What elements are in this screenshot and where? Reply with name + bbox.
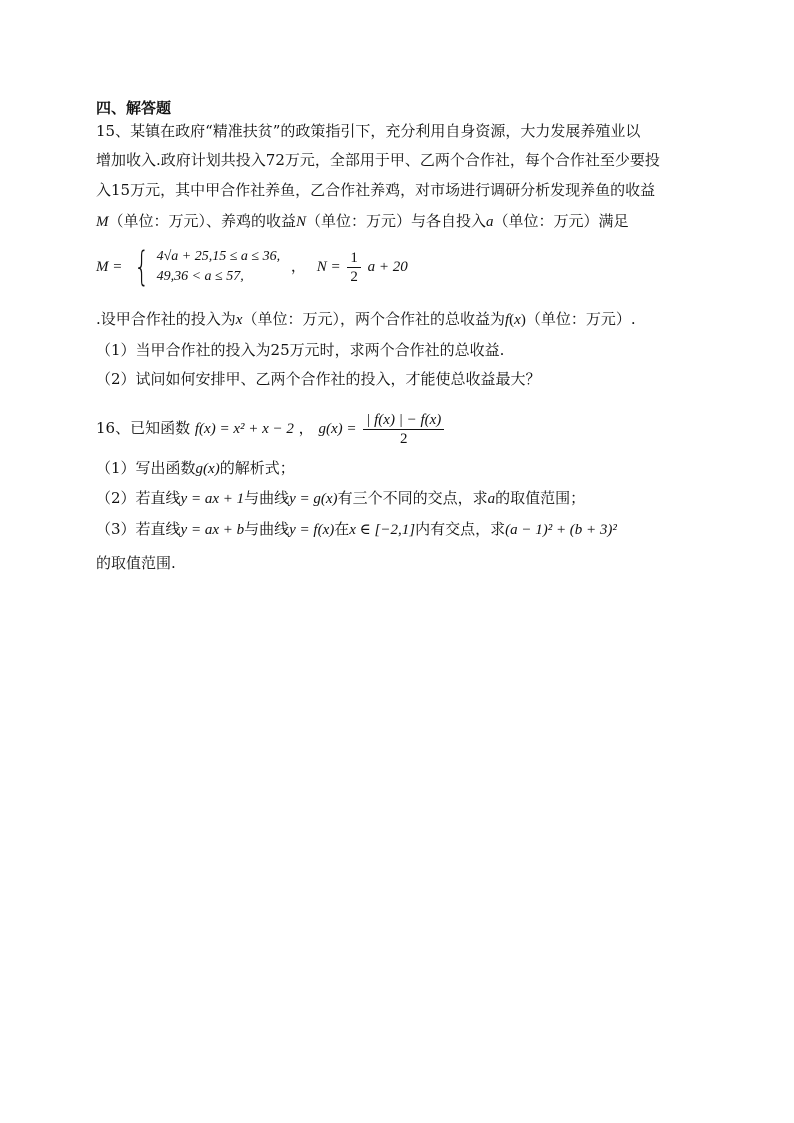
q15-line-1: 15、某镇在政府“精准扶贫”的政策指引下，充分利用自身资源，大力发展养殖业以: [96, 122, 641, 140]
target-expr: (a − 1)² + (b + 3)²: [505, 522, 617, 538]
q16-sub-1b: 的解析式；: [219, 459, 295, 477]
q16-last-line: 的取值范围.: [96, 554, 176, 572]
q16-sub-2a: （2）若直线: [96, 489, 181, 507]
q15-sub-2: （2）试问如何安排甲、乙两个合作社的投入，才能使总收益最大？: [96, 370, 541, 388]
q15-line-2: 增加收入.政府计划共投入72万元，全部用于甲、乙两个合作社，每个合作社至少要投: [96, 151, 660, 169]
q15-line-4-text: （单位：万元）、养鸡的收益: [108, 212, 297, 230]
fraction-half: $\frac{1}{2}$: [347, 249, 361, 286]
case-1: 4√a + 25,15 ≤ a ≤ 36,: [156, 249, 281, 264]
q15-line-4: [96, 209, 629, 234]
q15-line-6c: （单位：万元）.: [525, 310, 636, 328]
func-fx-close: ): [520, 312, 526, 328]
formula-M-label: M =: [96, 259, 123, 275]
domain-expr: x ∈ [−2,1]: [349, 522, 416, 538]
q16-sub-2d: 的取值范围；: [495, 489, 586, 507]
q15-line-6: [96, 307, 636, 332]
q16-sub-3c: 在: [334, 520, 350, 538]
q16-sub-3d: 内有交点，求: [415, 520, 506, 538]
var-a-2: a: [487, 491, 496, 507]
left-brace-icon: {: [134, 244, 150, 290]
q16-sub-3: [96, 517, 617, 542]
curve-eq-g: y = g(x): [289, 491, 338, 507]
q16-sub-2b: 与曲线: [244, 489, 290, 507]
case-2: 49,36 < a ≤ 57,: [156, 269, 244, 284]
piecewise-brace: [127, 244, 281, 290]
formula-N-label: N =: [316, 259, 341, 275]
q15-sub-1: （1）当甲合作社的投入为25万元时，求两个合作社的总收益.: [96, 341, 505, 359]
q16-sep: ，: [298, 419, 314, 437]
func-fx: f: [504, 312, 510, 328]
f-definition: f(x) = x² + x − 2: [194, 421, 294, 437]
line-eq-2: y = ax + b: [180, 522, 245, 538]
formula-sep: ，: [290, 257, 306, 275]
var-x: x: [235, 312, 243, 328]
q16-sub-2: [96, 486, 585, 511]
section-heading: 四、解答题: [96, 99, 172, 117]
curve-eq-f: y = f(x): [289, 522, 335, 538]
func-fx-arg: (: [509, 312, 515, 328]
line-eq-1: y = ax + 1: [180, 491, 245, 507]
g-numerator: | f(x) | − f(x): [363, 411, 444, 430]
formula-N-tail: a + 20: [367, 259, 408, 275]
q15-formula-line: [96, 244, 408, 289]
func-fx-var: x: [514, 312, 521, 328]
g-label: g(x) =: [318, 421, 357, 437]
q16-sub-3b: 与曲线: [244, 520, 290, 538]
var-a: a: [486, 214, 494, 230]
var-N: N: [296, 214, 307, 230]
q16-sub-1a: （1）写出函数: [96, 459, 196, 477]
piecewise-cases: [157, 247, 281, 287]
var-M: M: [96, 214, 109, 230]
q15-line-3: 入15万元，其中甲合作社养鱼，乙合作社养鸡，对市场进行调研分析发现养鱼的收益: [96, 181, 656, 199]
q16-sub-1: [96, 456, 295, 481]
q15-line-6a: .设甲合作社的投入为: [96, 310, 236, 328]
q16-sub-3a: （3）若直线: [96, 520, 181, 538]
q16-line-1: [96, 408, 446, 449]
q15-line-4b-text: （单位：万元）与各自投入: [306, 212, 487, 230]
g-denominator: 2: [400, 430, 408, 447]
q16-sub-2c: 有三个不同的交点，求: [337, 489, 488, 507]
g-fraction: [363, 411, 444, 448]
q16-line-1a: 16、已知函数: [96, 419, 191, 437]
q15-line-4c-text: （单位：万元）满足: [493, 212, 629, 230]
g-of-x: g(x): [195, 461, 220, 477]
q15-line-6b: （单位：万元），两个合作社的总收益为: [242, 310, 505, 328]
